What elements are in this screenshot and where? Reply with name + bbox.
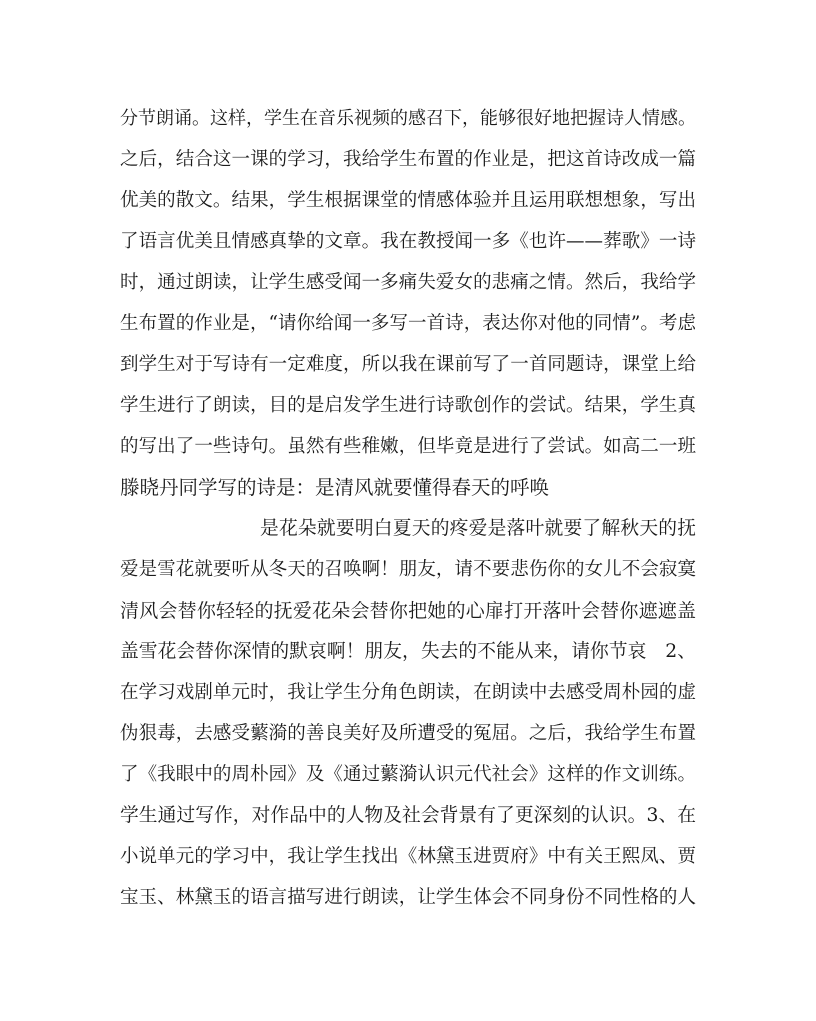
text-line-14: 盖雪花会替你深情的默哀啊！朋友，失去的不能从来，请你节哀 2、: [120, 641, 696, 662]
text-line-4: 了语言优美且情感真挚的文章。我在教授闻一多《也许——葬歌》一诗: [120, 231, 696, 252]
text-line-2: 之后，结合这一课的学习，我给学生布置的作业是，把这首诗改成一篇: [120, 149, 696, 170]
text-line-10: 滕晓丹同学写的诗是：是清风就要懂得春天的呼唤: [120, 476, 550, 499]
text-line-7: 到学生对于写诗有一定难度，所以我在课前写了一首同题诗，课堂上给: [120, 354, 696, 375]
text-line-5: 时，通过朗读，让学生感受闻一多痛失爱女的悲痛之情。然后，我给学: [120, 272, 696, 293]
text-line-20: 宝玉、林黛玉的语言描写进行朗读，让学生体会不同身份不同性格的人: [120, 887, 696, 908]
text-line-3: 优美的散文。结果，学生根据课堂的情感体验并且运用联想想象，写出: [120, 190, 696, 211]
text-line-1: 分节朗诵。这样，学生在音乐视频的感召下，能够很好地把握诗人情感。: [120, 108, 696, 129]
text-line-19: 小说单元的学习中，我让学生找出《林黛玉进贾府》中有关王熙凤、贾: [120, 846, 696, 867]
text-line-15: 在学习戏剧单元时，我让学生分角色朗读，在朗读中去感受周朴园的虚: [120, 682, 696, 703]
text-line-9: 的写出了一些诗句。虽然有些稚嫩，但毕竟是进行了尝试。如高二一班: [120, 436, 696, 457]
text-line-16: 伪狠毒，去感受蘩漪的善良美好及所遭受的冤屈。之后，我给学生布置: [120, 723, 696, 744]
text-line-18: 学生通过写作，对作品中的人物及社会背景有了更深刻的认识。3、在: [120, 805, 696, 826]
text-line-12: 爱是雪花就要听从冬天的召唤啊！朋友，请不要悲伤你的女儿不会寂寞: [120, 559, 696, 580]
text-line-6: 生布置的作业是，“请你给闻一多写一首诗，表达你对他的同情”。考虑: [120, 313, 696, 334]
text-line-8: 学生进行了朗读，目的是启发学生进行诗歌创作的尝试。结果，学生真: [120, 395, 696, 416]
text-line-13: 清风会替你轻轻的抚爱花朵会替你把她的心扉打开落叶会替你遮遮盖: [120, 600, 696, 622]
text-line-17: 了《我眼中的周朴园》及《通过蘩漪认识元代社会》这样的作文训练。: [120, 764, 696, 785]
poem-line-indented: 是花朵就要明白夏天的疼爱是落叶就要了解秋天的抚: [260, 518, 696, 539]
